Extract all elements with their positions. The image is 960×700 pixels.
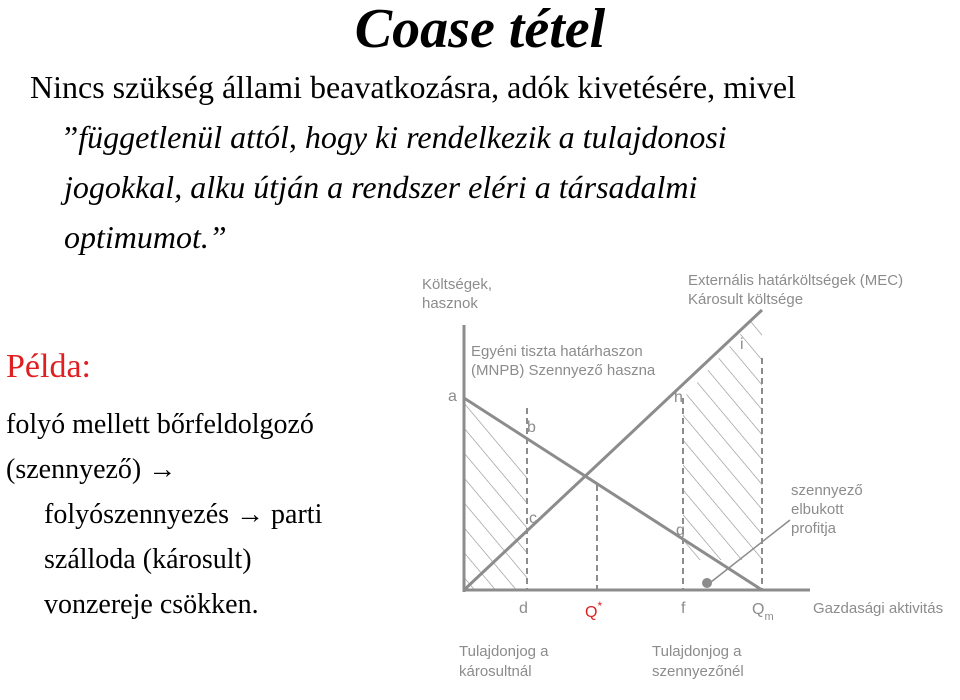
point-h-label: h xyxy=(674,389,683,406)
intro-line-1: Nincs szükség állami beavatkozásra, adók kivetésére, mivel xyxy=(30,69,796,105)
intro-line-4: optimumot.” xyxy=(64,219,227,255)
example-line-3b: parti xyxy=(264,499,323,530)
owner-polluter-1: Tulajdonjog a xyxy=(652,643,742,660)
point-b-label: b xyxy=(527,419,536,436)
point-d-label: d xyxy=(519,600,528,617)
point-f-label: f xyxy=(681,600,686,617)
owner-victim-1: Tulajdonjog a xyxy=(459,643,549,660)
profit-label-2: elbukott xyxy=(791,501,844,518)
example-line-1: folyó mellett bőrfeldolgozó xyxy=(6,409,314,440)
open-quote: ” xyxy=(64,119,79,155)
point-a-label: a xyxy=(448,388,457,405)
profit-label-3: profitja xyxy=(791,520,837,537)
x-axis-label: Gazdasági aktivitás xyxy=(813,600,944,617)
profit-dot xyxy=(702,578,712,588)
slide-title: Coase tétel xyxy=(354,0,606,60)
intro-line-2-text: függetlenül attól, hogy ki rendelkezik a tulajdonosi xyxy=(78,119,727,155)
y-axis-label-1: Költségek, xyxy=(422,276,493,293)
point-g-label: g xyxy=(676,522,685,539)
mec-label-1: Externális határköltségek (MEC) xyxy=(688,272,904,289)
example-heading: Példa: xyxy=(6,348,91,385)
arrow-icon: → xyxy=(148,454,177,485)
profit-label-1: szennyező xyxy=(791,482,863,499)
arrow-icon: → xyxy=(236,499,265,530)
owner-polluter-2: szennyezőnél xyxy=(652,663,744,680)
mnpb-label-2: (MNPB) Szennyező haszna xyxy=(471,362,656,379)
example-line-5: vonzereje csökken. xyxy=(44,589,259,620)
example-line-2-text: (szennyező) xyxy=(6,454,149,485)
example-line-4: szálloda (károsult) xyxy=(44,544,252,575)
point-i-label: i xyxy=(740,336,744,353)
mec-label-2: Károsult költsége xyxy=(688,291,804,308)
mnpb-label-1: Egyéni tiszta határhaszon xyxy=(471,343,643,360)
intro-line-3: jogokkal, alku útján a rendszer eléri a társadalmi xyxy=(64,169,698,205)
y-axis-label-2: hasznok xyxy=(422,295,478,312)
point-c-label: c xyxy=(529,510,537,527)
q-star-label: Q* xyxy=(585,599,603,621)
q-m-label: $Q_m$ xyxy=(752,601,774,623)
owner-victim-2: károsultnál xyxy=(459,663,532,680)
example-line-3a: folyószennyezés xyxy=(44,499,237,530)
